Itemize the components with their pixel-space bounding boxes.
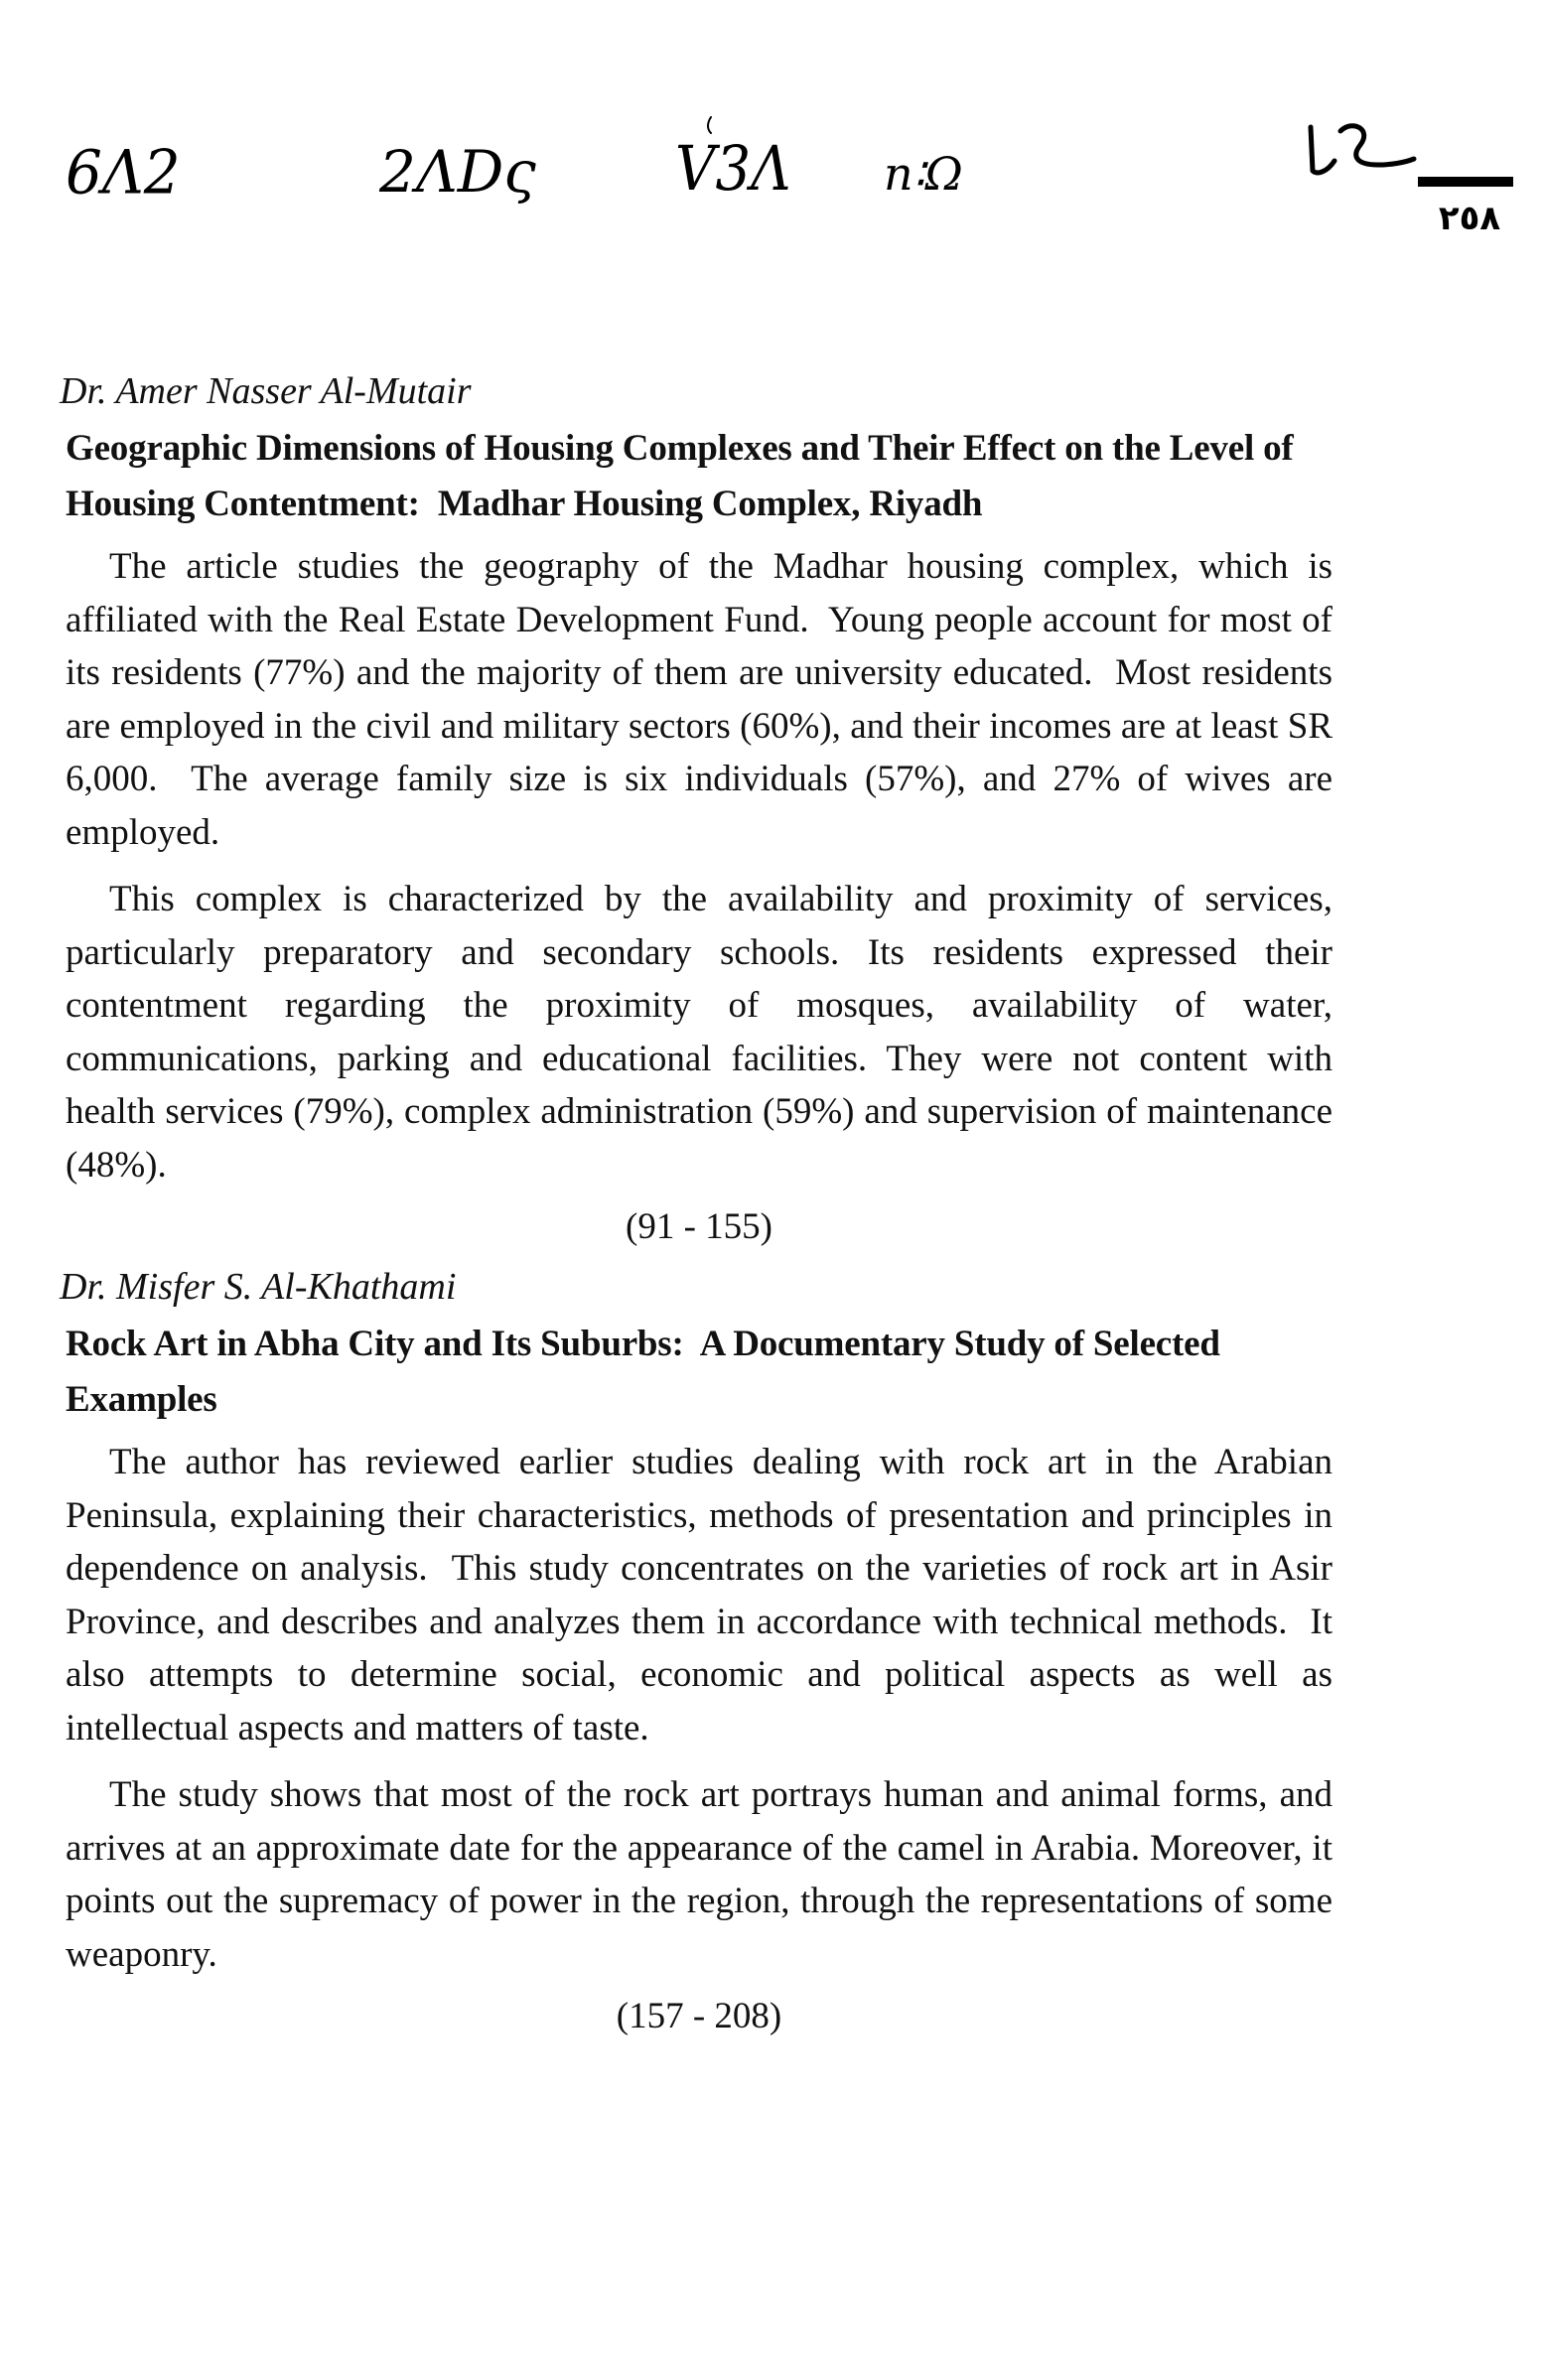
page-number-rule bbox=[1418, 177, 1513, 187]
abstract-paragraph: The article studies the geography of the Madhar housing complex, which is affiliated with the Real Estate Development Fund. Young people account for most of its residents (77%) and the majority of them are university educated. Most residents are employed in the civil and military sectors (60%), and their incomes are at least SR 6,000. The average family size is six individuals (57%), and 27% of wives are employed. bbox=[66, 546, 1333, 853]
stray-mark bbox=[708, 117, 711, 133]
page-range: (91 - 155) bbox=[626, 1206, 772, 1247]
abstracts-content bbox=[60, 365, 1333, 2050]
abstract-paragraph: The author has reviewed earlier studies dealing with rock art in the Arabian Peninsula, explaining their characteristics, methods of presentation and principles in dependence on analysis. This study concentrates on the varieties of rock art in Asir Province, and describes and analyzes them in accordance with technical methods. It also attempts to determine social, economic and political aspects as well as intellectual aspects and matters of taste. bbox=[66, 1442, 1333, 1749]
handwritten-mark-1: 6Λ2 bbox=[66, 136, 181, 209]
handwritten-mark-5 bbox=[1311, 126, 1414, 173]
handwritten-mark-2: 2ΛDς bbox=[379, 138, 536, 206]
article-author: Dr. Amer Nasser Al-Mutair bbox=[60, 370, 472, 412]
article-abstract bbox=[60, 1261, 1333, 2042]
article-abstract bbox=[60, 365, 1333, 1253]
abstract-paragraph: The study shows that most of the rock art portrays human and animal forms, and arrives at an approximate date for the appearance of the camel in Arabia. Moreover, it points out the supremacy of power in the region, through the representations of some weaponry. bbox=[66, 1774, 1333, 1975]
handwritten-annotations bbox=[0, 0, 1543, 318]
article-author: Dr. Misfer S. Al-Khathami bbox=[60, 1266, 457, 1308]
handwritten-mark-3: V3Λ bbox=[675, 133, 791, 206]
page-range: (157 - 208) bbox=[616, 1996, 782, 2036]
article-title: Geographic Dimensions of Housing Complexes and Their Effect on the Level of Housing Contentment: Madhar Housing Complex, Riyadh bbox=[66, 428, 1294, 524]
handwritten-mark-4: п∶Ω bbox=[884, 147, 963, 201]
page-number: ٢٥٨ bbox=[1438, 199, 1501, 238]
abstract-paragraph: This complex is characterized by the availability and proximity of services, particularly preparatory and secondary schools. Its residents expressed their contentment regarding the proximity of mosques, availability of water, communications, parking and educational facilities. They were not content with health services (79%), complex administration (59%) and supervision of maintenance (48%). bbox=[66, 879, 1333, 1186]
article-title: Rock Art in Abha City and Its Suburbs: A Documentary Study of Selected Examples bbox=[66, 1324, 1220, 1420]
